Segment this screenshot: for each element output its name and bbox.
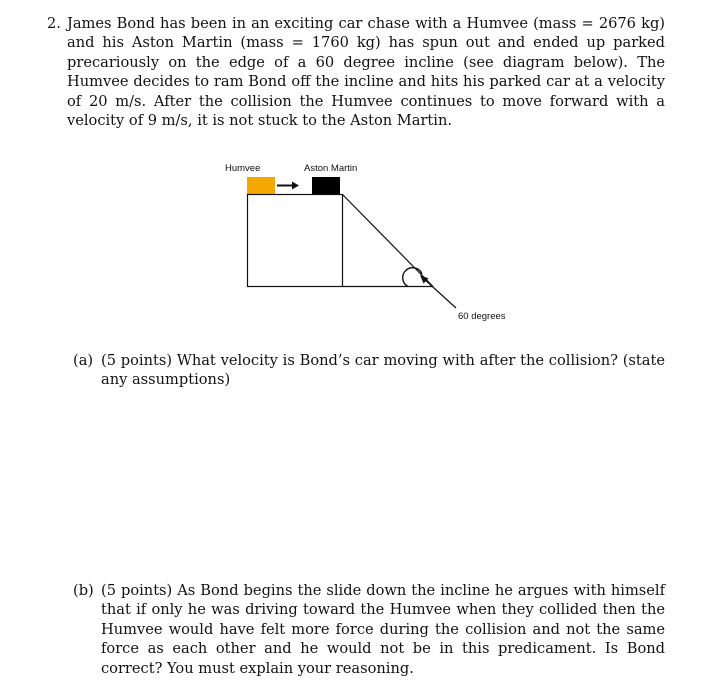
angle-pointer-line [423,278,456,308]
part-b [73,581,665,678]
motion-arrow-head [292,182,299,190]
platform-box [248,195,343,287]
problem-statement [47,14,665,130]
angle-arc [403,268,422,287]
part-b-label: (b) [73,582,94,599]
problem-number: 2. [47,15,61,32]
aston-martin-label: Aston Martin [304,163,358,174]
incline-slope [343,195,434,287]
part-a-text: (5 points) What velocity is Bond’s car moving with after the collision? (state any assumptions) [101,352,665,389]
part-a-label: (a) [73,352,94,369]
incline-diagram [215,155,535,330]
aston-martin-block [312,177,340,194]
diagram-svg [215,155,535,330]
humvee-label: Humvee [225,163,261,174]
part-b-text: (5 points) As Bond begins the slide down the incline he argues with himself that if only he was driving toward the Humvee when they collided then the Humvee would have felt more force during the collision and not the same force as each other and he would not be in this predicament. Is Bond correct? You must explain your reasoning. [101,582,665,677]
humvee-block [247,177,275,194]
angle-label: 60 degrees [458,311,506,322]
part-a [73,351,665,390]
problem-text: James Bond has been in an exciting car chase with a Humvee (mass = 2676 kg) and his Aston Martin (mass = 1760 kg) has spun out and ended up parked precariously on the edge of a 60 degree incline (see diagram below). The Humvee decides to ram Bond off the incline and hits his parked car at a velocity of 20 m/s. After the collision the Humvee continues to move forward with a velocity of 9 m/s, it is not stuck to the Aston Martin. [67,15,665,130]
